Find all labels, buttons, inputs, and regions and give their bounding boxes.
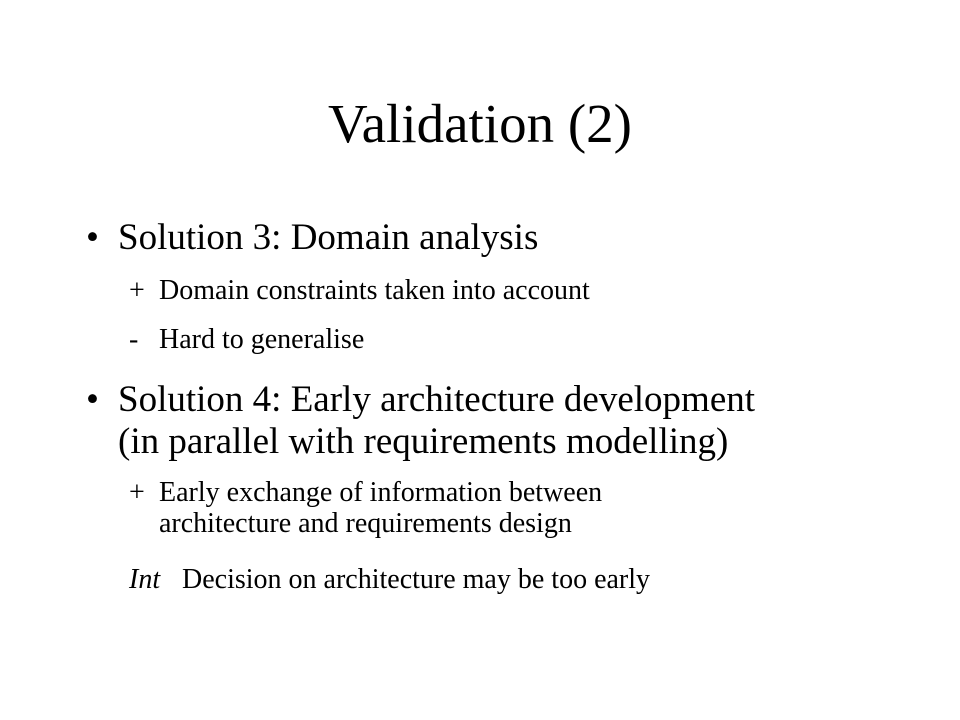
- bullet-text-line-2: (in parallel with requirements modelling): [118, 421, 729, 462]
- int-mark: Int: [129, 564, 161, 595]
- sub-item-text: Hard to generalise: [159, 324, 365, 355]
- sub-item-text: Decision on architecture may be too early: [182, 564, 651, 595]
- plus-mark: +: [129, 275, 145, 306]
- bullet-dot-icon: •: [86, 217, 99, 258]
- plus-mark: +: [129, 477, 145, 508]
- bullet-dot-icon: •: [86, 379, 99, 420]
- slide-title: Validation (2): [328, 93, 632, 154]
- minus-mark: -: [129, 324, 139, 355]
- bullet-text: Solution 3: Domain analysis: [118, 217, 539, 258]
- sub-item-text-line-1: Early exchange of information between: [159, 477, 603, 508]
- sub-item-text: Domain constraints taken into account: [159, 275, 590, 306]
- bullet-text-line-1: Solution 4: Early architecture development: [118, 379, 756, 420]
- sub-item-text-line-2: architecture and requirements design: [159, 508, 572, 539]
